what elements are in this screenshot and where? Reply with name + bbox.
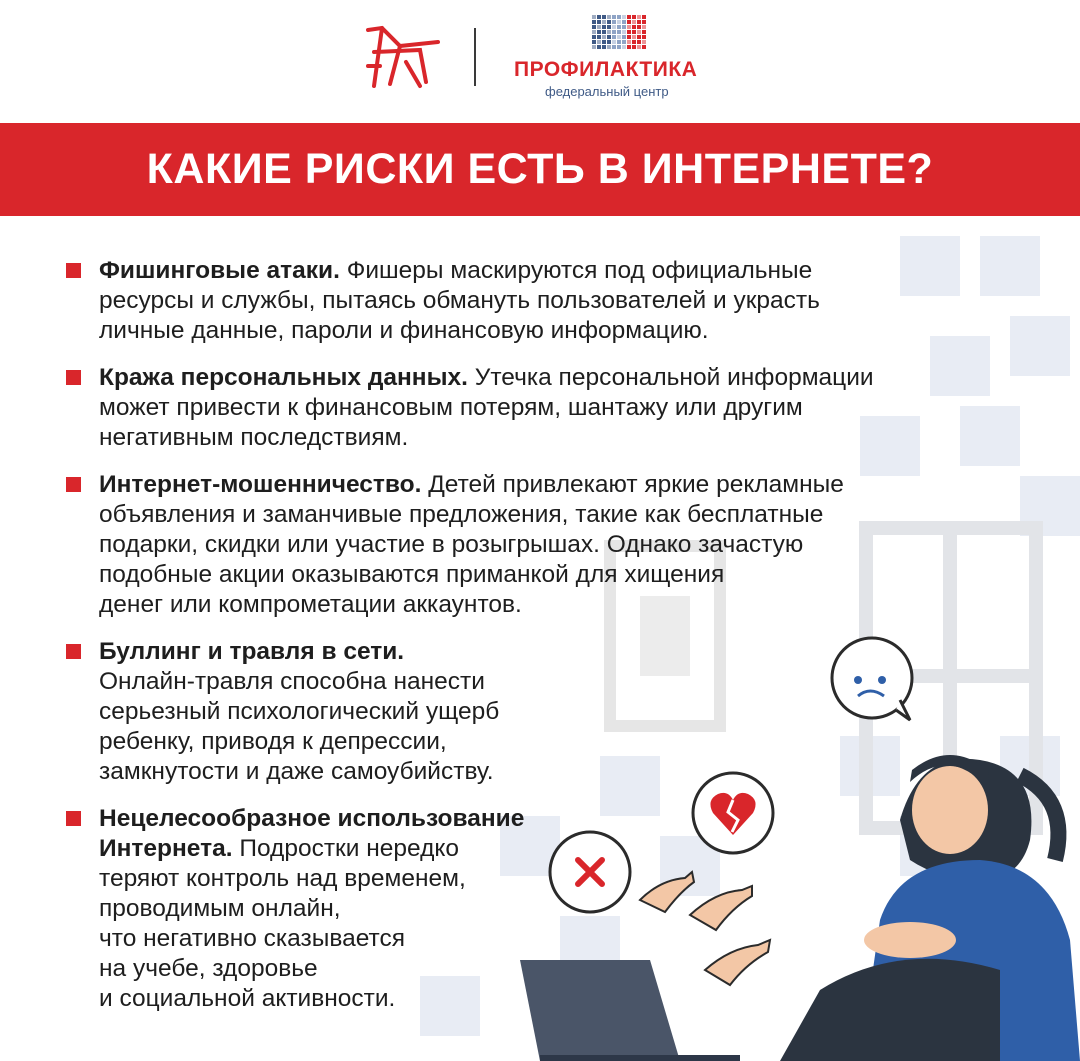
risk-title: Интернет-мошенничество. [99, 471, 422, 498]
risk-item-fraud [66, 470, 986, 620]
risk-item-misuse [66, 804, 986, 1014]
risk-item-phishing [66, 256, 986, 346]
risk-line: подарки, скидки или участие в розыгрышах. Однако зачастую [99, 531, 804, 558]
bullet-square-icon [66, 263, 81, 278]
risk-item-data-theft [66, 363, 986, 453]
risk-line: проводимым онлайн, [99, 895, 341, 922]
title-banner [0, 123, 1080, 216]
page-title: КАКИЕ РИСКИ ЕСТЬ В ИНТЕРНЕТЕ? [146, 145, 934, 193]
bullet-square-icon [66, 811, 81, 826]
risk-line: на учебе, здоровье [99, 955, 318, 982]
risk-line: Онлайн-травля способна нанести [99, 668, 485, 695]
risk-line: Интернета. Подростки нередко [99, 835, 460, 862]
risk-line: и социальной активности. [99, 985, 396, 1012]
risk-line: Интернет-мошенничество. Детей привлекают яркие рекламные [99, 471, 844, 498]
risk-title: Кража персональных данных. [99, 364, 468, 391]
risk-line: замкнутости и даже самоубийству. [99, 758, 494, 785]
risk-line: подобные акции оказываются приманкой для хищения [99, 561, 725, 588]
risk-line: ребенку, приводя к депрессии, [99, 728, 447, 755]
risk-line: теряют контроль над временем, [99, 865, 466, 892]
bullet-square-icon [66, 644, 81, 659]
risk-title-continued: Интернета. [99, 835, 233, 862]
header [0, 0, 1080, 123]
bullet-square-icon [66, 477, 81, 492]
risk-title: Буллинг и травля в сети. [99, 638, 405, 665]
risk-list [66, 256, 986, 1031]
risk-line: ресурсы и службы, пытаясь обмануть пользователей и украсть [99, 287, 820, 314]
risk-item-bullying [66, 637, 986, 787]
risk-line: серьезный психологический ущерб [99, 698, 500, 725]
risk-title: Нецелесообразное использование [99, 805, 525, 832]
brand-name: ПРОФИЛАКТИКА [514, 58, 698, 81]
bullet-square-icon [66, 370, 81, 385]
risk-line: личные данные, пароли и финансовую информацию. [99, 317, 709, 344]
header-divider [474, 28, 476, 86]
brand-subtitle: федеральный центр [545, 84, 669, 99]
risk-line: денег или компрометации аккаунтов. [99, 591, 522, 618]
risk-line [99, 637, 986, 667]
risk-line: может привести к финансовым потерям, шантажу или другим [99, 394, 803, 421]
risk-title: Фишинговые атаки. [99, 257, 340, 284]
risk-line: негативным последствиям. [99, 424, 409, 451]
pixel-grid-logo-icon [592, 15, 648, 49]
risk-line: Кража персональных данных. Утечка персональной информации [99, 364, 874, 391]
risk-line: Фишинговые атаки. Фишеры маскируются под официальные [99, 257, 813, 284]
chair-logo-icon [360, 22, 444, 92]
risk-line: что негативно сказывается [99, 925, 406, 952]
risk-line: объявления и заманчивые предложения, такие как бесплатные [99, 501, 824, 528]
